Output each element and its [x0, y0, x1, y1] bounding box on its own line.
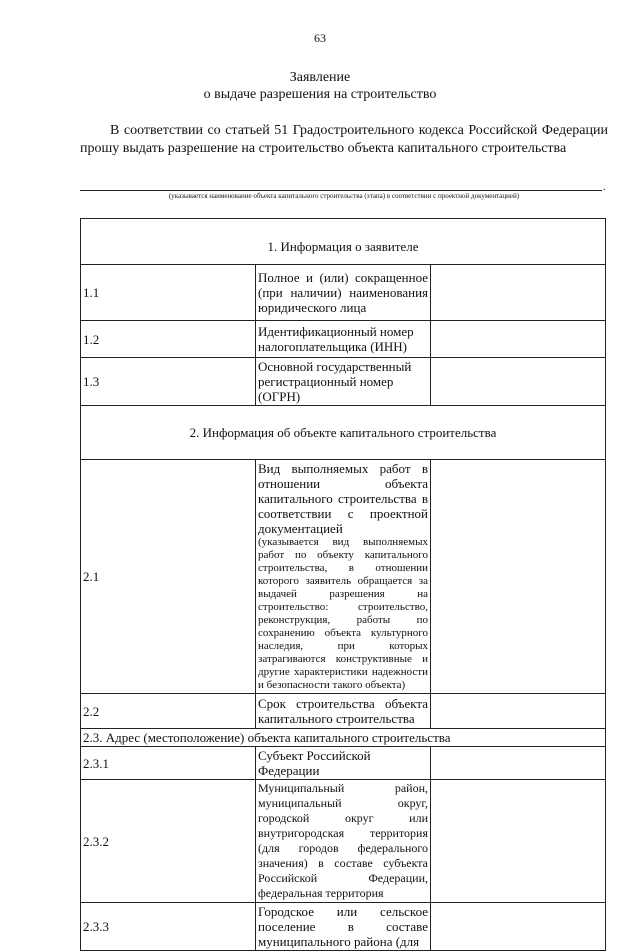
- title-line-2: о выдаче разрешения на строительство: [203, 87, 437, 102]
- document-title: [0, 69, 640, 103]
- section-heading-row: [81, 406, 606, 460]
- row-label: Основной государственный регистрационный номер (ОГРН): [256, 358, 431, 406]
- row-value: [431, 358, 606, 406]
- intro-paragraph: В соответствии со статьей 51 Градостроительного кодекса Российской Федерации прошу выдать разрешение на строительство объекта капитального строительства: [80, 123, 608, 156]
- table-row: [81, 903, 606, 951]
- work-type-label: Вид выполняемых работ в отношении объекта капитального строительства в соответствии с проектной документацией: [258, 461, 428, 536]
- row-label: [256, 460, 431, 694]
- section-2-heading: 2. Информация об объекте капитального строительства: [81, 406, 606, 460]
- application-table: [80, 218, 606, 951]
- section-heading-row: [81, 219, 606, 265]
- row-label: Субъект Российской Федерации: [256, 747, 431, 780]
- line-end-mark: .: [603, 182, 606, 193]
- address-heading: 2.3. Адрес (местоположение) объекта капитального строительства: [81, 729, 606, 747]
- row-value: [431, 747, 606, 780]
- row-value: [431, 903, 606, 951]
- row-number: 2.3.1: [81, 747, 256, 780]
- row-number: 1.3: [81, 358, 256, 406]
- row-value: [431, 694, 606, 729]
- table-row: [81, 460, 606, 694]
- section-1-heading: 1. Информация о заявителе: [81, 219, 606, 265]
- table-row: [81, 694, 606, 729]
- row-label: Срок строительства объекта капитального строительства: [256, 694, 431, 729]
- table-row: [81, 729, 606, 747]
- table-row: [81, 265, 606, 321]
- page-number: 63: [314, 31, 326, 45]
- row-value: [431, 265, 606, 321]
- row-label: Идентификационный номер налогоплательщика (ИНН): [256, 321, 431, 358]
- row-number: 2.1: [81, 460, 256, 694]
- table-row: [81, 747, 606, 780]
- row-number: 2.3.2: [81, 780, 256, 903]
- row-value: [431, 321, 606, 358]
- work-type-note: (указывается вид выполняемых работ по объекту капитального строительства, в отношении которого заявитель обращается за выдачей разрешения на строительство: строительство, реконструкция, работы по сохранению объекта культурного наследия, при которых затрагиваются конструктивные и другие характеристики надежности и безопасности такого объекта): [258, 536, 428, 691]
- table-row: [81, 321, 606, 358]
- row-label: Полное и (или) сокращенное (при наличии) наименования юридического лица: [256, 265, 431, 321]
- row-number: 1.1: [81, 265, 256, 321]
- table-row: [81, 358, 606, 406]
- title-line-1: Заявление: [289, 70, 351, 85]
- table-row: [81, 780, 606, 903]
- row-label: Муниципальный район, муниципальный округ, городской округ или внутригородская территория (для городов федерального значения) в составе субъекта Российской Федерации, федеральная территория: [256, 780, 431, 903]
- row-number: 2.3.3: [81, 903, 256, 951]
- row-number: 1.2: [81, 321, 256, 358]
- row-value: [431, 460, 606, 694]
- object-name-caption: (указывается наименование объекта капитального строительства (этапа) в соответствии с проектной документацией): [168, 192, 520, 200]
- row-value: [431, 780, 606, 903]
- object-name-line: [80, 190, 602, 191]
- row-number: 2.2: [81, 694, 256, 729]
- row-label: Городское или сельское поселение в составе муниципального района (для: [256, 903, 431, 951]
